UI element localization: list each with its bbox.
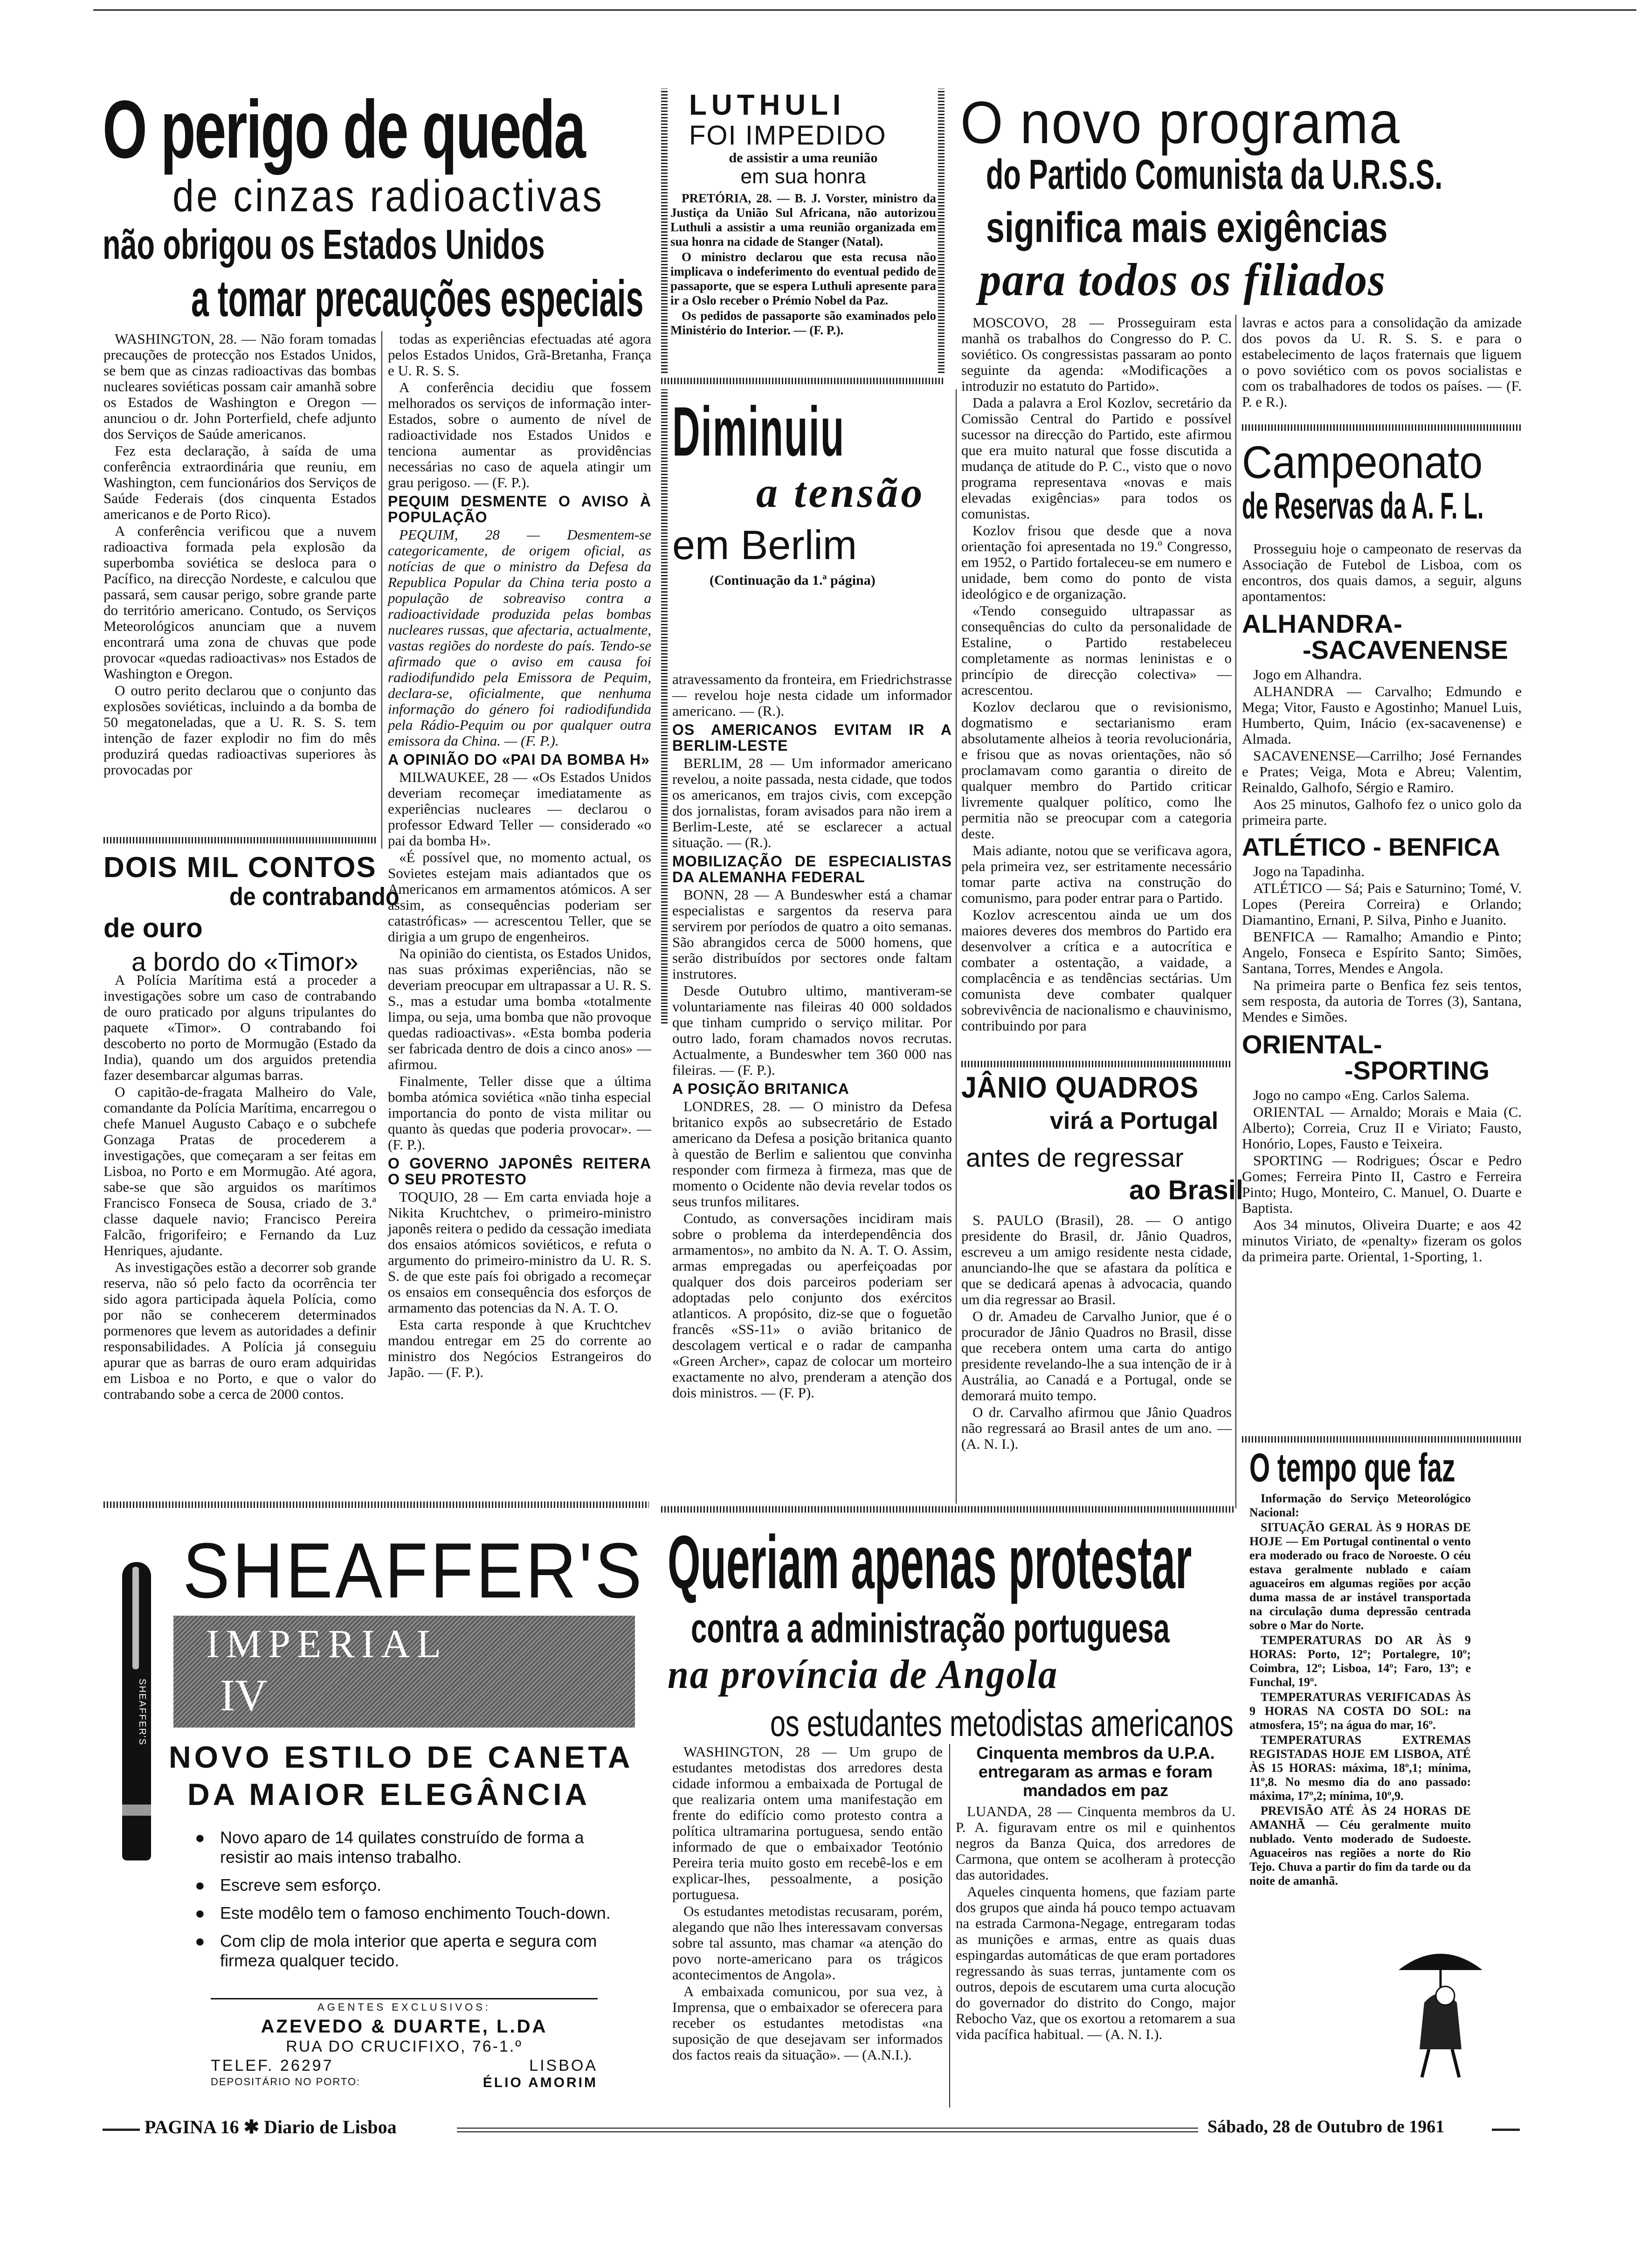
paragraph: Mais adiante, notou que se verificava agora, pela primeira vez, ser estritamente necessário tomar parte activa na construção do comunismo, para poder entrar para o Partido. bbox=[961, 842, 1232, 906]
ad-phone: TELEF. 26297 bbox=[211, 2057, 334, 2074]
paragraph: O dr. Amadeu de Carvalho Junior, que é o procurador de Jânio Quadros no Brasil, disse que recebera ontem uma carta do antigo presidente revelando-lhe a sua intenção de ir à Austrália, ao Canadá e a Portugal, onde se demorará muito tempo. bbox=[961, 1308, 1232, 1404]
art1-column-1 bbox=[103, 331, 376, 779]
paragraph: BONN, 28 — A Bundeswher está a chamar especialistas e sargentos da reserva para servirem por períodos de quatro a oito semanas. São abrangidos cerca de 5000 homens, que serão distribuídos por sectores onde faltam instrutores. bbox=[672, 886, 952, 982]
luthuli-headline-2: FOI IMPEDIDO bbox=[689, 120, 887, 151]
subhead-americanos: OS AMERICANOS EVITAM IR A BERLIM-LESTE bbox=[672, 721, 952, 754]
paragraph: O capitão-de-fragata Malheiro do Vale, comandante da Polícia Marítima, encarregou o chefe Manuel Augusto Cabaço e o subchefe Gonzaga Pratas de procederem a investigações, que começaram a ser feitas em Lisboa, no Porto e em Mormugão. Até agora, sabe-se que são arguidos os marítimos Francisco Fonseca de Sousa, criado de 3.ª classe daquele navio; Francisco Pereira Falcão, frigorifeiro; e Fernando da Luz Henriques, ajudante. bbox=[103, 1084, 376, 1258]
paragraph: Os estudantes metodistas recusaram, porém, alegando que não lhes interessavam conversas sobre tal assunto, mas chamar «a atenção do povo norte-americano para os trágicos acontecimentos de Angola». bbox=[672, 1903, 943, 1983]
column-rule bbox=[949, 1744, 950, 2108]
paragraph: Aos 25 minutos, Galhofo fez o unico golo da primeira parte. bbox=[1242, 796, 1522, 828]
paragraph: SITUAÇÃO GERAL ÀS 9 HORAS DE HOJE — Em Portugal continental o vento era moderado ou fraco de Noroeste. O céu estava geralmente nublado e caíam aguaceiros em algumas regiões por acção duma massa de ar instável transportada na circulação duma depressão centrada sobre o Mar do Norte. bbox=[1249, 1521, 1471, 1632]
ad-agents-box bbox=[211, 1998, 598, 2093]
berlim-headline-3: em Berlim bbox=[672, 522, 857, 568]
footer-left: PAGINA 16 ✱ Diario de Lisboa bbox=[145, 2116, 397, 2137]
angola-headline-4: os estudantes metodistas americanos bbox=[770, 1702, 1234, 1744]
paragraph: SPORTING — Rodrigues; Óscar e Pedro Gomes; Ferreira Pinto II, Castro e Ferreira Pinto; Hugo, Monteiro, C. Manuel, O. Duarte e Baptista. bbox=[1242, 1152, 1522, 1216]
paragraph: atravessamento da fronteira, em Friedrichstrasse — revelou hoje nesta cidade um informador americano. — (R.). bbox=[672, 671, 952, 719]
pen-band bbox=[122, 1805, 151, 1816]
paragraph: Prosseguiu hoje o campeonato de reservas da Associação de Futebol de Lisboa, com os encontros, dos quais damos, a seguir, alguns apontamentos: bbox=[1242, 540, 1522, 604]
ad-phone-row bbox=[211, 2057, 598, 2075]
ad-model: IMPERIAL bbox=[206, 1621, 448, 1666]
art1-headline bbox=[103, 84, 653, 327]
game-3-title-b: -SPORTING bbox=[1345, 1056, 1490, 1085]
art2-headline-4: a bordo do «Timor» bbox=[131, 947, 359, 976]
paragraph: Jogo na Tapadinha. bbox=[1253, 863, 1365, 879]
pen-clip bbox=[132, 1567, 139, 1669]
paragraph: Aqueles cinquenta homens, que faziam parte dos grupos que ainda há pouco tempo actuavam na estrada Carmona-Negage, entregaram todas as munições e armas, entre as quais duas espingardas automáticas de que eram portadores regressando às suas terras, juntamente com os outros, depois de escutarem uma curta alocução do governador do distrito do Congo, major Rebocho Vaz, que os exortou a retomarem a sua vida pacífica habitual. — (A. N. I.). bbox=[956, 1883, 1235, 2042]
paragraph: Desde Outubro ultimo, mantiveram-se voluntariamente nas fileiras 40 000 soldados que tinham cumprido o serviço militar. Por outro lado, foram chamados novos recrutas. Actualmente, a Bundeswher tem 360 000 nas fileiras. — (F. P.). bbox=[672, 982, 952, 1078]
footer-right: Sábado, 28 de Outubro de 1961 bbox=[1207, 2117, 1445, 2137]
tempo-box bbox=[1249, 1445, 1522, 2091]
paragraph: Esta carta responde à que Kruchtchev mandou entregar em 25 do corrente ao ministro dos Negócios Estrangeiros do Japão. — (F. P.). bbox=[388, 1316, 651, 1380]
paragraph: Jogo no campo «Eng. Carlos Salema. bbox=[1253, 1087, 1470, 1103]
paragraph: Finalmente, Teller disse que a última bomba atómica soviética «não tinha especial importancia do ponto de vista militar ou quanto às quedas que poderia provocar». — (F. P.). bbox=[388, 1073, 651, 1153]
separator bbox=[1242, 1436, 1522, 1443]
paragraph: «Tendo conseguido ultrapassar as consequências do culto da personalidade de Estaline, o Partido restabeleceu completamente as normas leninistas e o princípio de direcção colectiva» — acrescentou. bbox=[961, 602, 1232, 698]
ad-porto-label: DEPOSITÁRIO NO PORTO: bbox=[211, 2076, 361, 2088]
paragraph: ORIENTAL — Arnaldo; Morais e Maia (C. Alberto); Correia, Cruz II e Viriato; Fausto, Honório, Lopes, Fausto e Teixeira. bbox=[1242, 1104, 1522, 1152]
ad-bullet-list bbox=[192, 1828, 612, 1979]
ad-bullet: ● Escreve sem esforço. bbox=[192, 1875, 612, 1895]
paragraph: Jogo em Alhandra. bbox=[1253, 666, 1362, 683]
paragraph: lavras e actos para a consolidação da amizade dos povos da U. R. S. S. e para o estabelecimento de laços fraternais que liguem o povo soviético com os povos socialistas e com os trabalhadores de todos os países. — (F. P. e R.). bbox=[1242, 314, 1522, 410]
paragraph: A embaixada comunicou, por sua vez, à Imprensa, que o embaixador se oferecera para receber os estudantes metodistas «na suposição de que desejavam ser informados dos factos reais da situação». — (A.N.I.). bbox=[672, 1983, 943, 2063]
berlim-headline-2: a tensão bbox=[756, 469, 925, 516]
game-1-title-b: -SACAVENENSE bbox=[1303, 635, 1508, 664]
paragraph: MILWAUKEE, 28 — «Os Estados Unidos deveriam recomeçar imediatamente as experiências nucleares — declarou o professor Edward Teller — considerado «o pai da bomba H». bbox=[388, 769, 651, 849]
paragraph: WASHINGTON, 28. — Não foram tomadas precauções de protecção nos Estados Unidos, se bem que as cinzas radioactivas das bombas nucleares soviéticas possam cair amanhã sobre os Estados de Washington e Oregon — anunciou o dr. John Porterfield, chefe adjunto dos Serviços de Saúde americanos. bbox=[103, 331, 376, 442]
paragraph: O dr. Carvalho afirmou que Jânio Quadros não regressará ao Brasil antes de um ano. — (A. N. I.). bbox=[961, 1404, 1232, 1452]
ad-imperial-banner bbox=[173, 1616, 635, 1728]
paragraph: Aos 34 minutos, Oliveira Duarte; e aos 42 minutos Viriato, de «penalty» fizeram os golos da primeira parte. Oriental, 1-Sporting, 1. bbox=[1242, 1217, 1522, 1265]
paragraph: SACAVENENSE—Carrilho; José Fernandes e Prates; Veiga, Mota e Abreu; Valentim, Reinaldo, Galhofo, Sérgio e Ramiro. bbox=[1242, 747, 1522, 795]
paragraph: O outro perito declarou que o conjunto das explosões soviéticas, incluindo a da bomba de 50 megatoneladas, que a U. R. S. S. tem intenção de fazer explodir no fim do mês produzirá quedas radioactivas superiores às provocadas por bbox=[103, 682, 376, 778]
paragraph: todas as experiências efectuadas até agora pelos Estados Unidos, Grã-Bretanha, França e U. R. S. S. bbox=[388, 331, 651, 379]
separator bbox=[961, 1061, 1232, 1067]
programa-headline-1: O novo programa bbox=[960, 90, 1400, 156]
ad-bullet: ● Com clip de mola interior que aperta e segura com firmeza qualquer tecido. bbox=[192, 1931, 612, 1971]
programa-column-2 bbox=[1242, 315, 1522, 411]
umbrella-man-illustration bbox=[1389, 1942, 1492, 2082]
paragraph: O ministro declarou que esta recusa não implicava o indeferimento do eventual pedido de passaporte, que se espera Luthuli apresente para ir a Oslo receber o Prémio Nobel da Paz. bbox=[670, 250, 936, 307]
separator bbox=[661, 378, 945, 384]
ad-headline-1: NOVO ESTILO DE CANETA bbox=[169, 1740, 634, 1774]
paragraph: PRETÓRIA, 28. — B. J. Vorster, ministro da Justiça da União Sul Africana, não autorizou Luthuli a assistir a uma reunião organizada em sua honra na cidade de Stanger (Natal). bbox=[670, 191, 936, 249]
paragraph: TEMPERATURAS DO AR ÀS 9 HORAS: Porto, 12º; Portalegre, 10º; Coimbra, 12º; Lisboa, 14º; Faro, 13º; e Funchal, 19º. bbox=[1249, 1633, 1471, 1689]
paragraph: ALHANDRA — Carvalho; Edmundo e Mega; Vitor, Fausto e Agostinho; Manuel Luis, Humberto, Quim, Inácio (ex-sacavenense) e Almada. bbox=[1242, 683, 1522, 747]
paragraph: MOSCOVO, 28 — Prosseguiram esta manhã os trabalhos do Congresso do P. C. soviético. Os congressistas passaram ao ponto seguinte da agenda: «Modificações a introduzir no estatuto do Partido». bbox=[961, 314, 1232, 394]
janio-headline bbox=[961, 1071, 1243, 1226]
luthuli-headline-4: em sua honra bbox=[740, 165, 866, 188]
footer-dash bbox=[1492, 2129, 1520, 2131]
paragraph: Na opinião do cientista, os Estados Unidos, nas suas próximas experiências, não se deveriam preocupar em ultrapassar a U. R. S. S., mas a estudar uma bomba «totalmente limpa, ou seja, uma bomba que não provoque quedas radioactivas». «Esta bomba poderia ser fabricada dentro de dois a cinco anos» — afirmou. bbox=[388, 945, 651, 1072]
luthuli-headline-3: de assistir a uma reunião bbox=[729, 150, 878, 166]
top-rule bbox=[93, 9, 1636, 11]
paragraph: TEMPERATURAS VERIFICADAS ÀS 9 HORAS NA COSTA DO SOL: na atmosfera, 15º; na água do mar, 16º. bbox=[1249, 1690, 1471, 1732]
ad-porto-row bbox=[211, 2076, 598, 2090]
separator bbox=[103, 837, 376, 844]
paragraph: S. PAULO (Brasil), 28. — O antigo presidente do Brasil, dr. Jânio Quadros, escreveu a um amigo residente nesta cidade, anunciando-lhe que se afastara da política e que se dedicará apenas à advocacia, quando um dia regressar ao Brasil. bbox=[961, 1212, 1232, 1307]
paragraph: Contudo, as conversações incidiram mais sobre o problema da interdependência dos armamentos», no ambito da N. A. T. O. Assim, armas empregadas ou aperfeiçoadas por qualquer dos dois parceiros poderiam ser adoptadas pelo conjunto dos exércitos atlanticos. A propósito, diz-se que o foguetão francês «SS-11» o avião britanico de descolagem vertical e o radar de campanha «Green Archer», capaz de colocar um morteiro exactamente no alvo, prenderam a atenção dos dois ministros. — (F. P). bbox=[672, 1210, 952, 1401]
art1-column-2 bbox=[388, 331, 651, 1381]
ad-bullet: ● Este modêlo tem o famoso enchimento Touch-down. bbox=[192, 1903, 612, 1923]
ad-model-number: IV bbox=[220, 1670, 268, 1720]
paragraph: Informação do Serviço Meteorológico Nacional: bbox=[1249, 1492, 1471, 1519]
tempo-body bbox=[1249, 1492, 1471, 1888]
programa-headline bbox=[960, 89, 1538, 308]
paragraph: WASHINGTON, 28 — Um grupo de estudantes metodistas dos arredores desta cidade informou a embaixada de Portugal de que realizaria ontem uma manifestação em frente do edifício como protesto contra a política ultramarina portuguesa, sendo então informado de que o embaixador Teotónio Pereira teria muito gosto em recebê-los e em explicar-lhes, pessoalmente, a posição portuguesa. bbox=[672, 1743, 943, 1902]
column-rule bbox=[956, 389, 957, 1504]
janio-headline-4: ao Brasil bbox=[1129, 1175, 1243, 1205]
art1-headline-2: de cinzas radioactivas bbox=[172, 171, 604, 221]
subhead-mobilizacao: MOBILIZAÇÃO DE ESPECIALISTAS DA ALEMANHA FEDERAL bbox=[672, 853, 952, 885]
paragraph: Kozlov declarou que o revisionismo, dogmatismo e sectarianismo eram absolutamente alheios à teoria revolucionária, e frisou que as novas orientações, não só proclamavam como garantia o direito de qualquer membro do Partido criticar livremente qualquer político, como lhe permitia não se preocupar com a categoria deste. bbox=[961, 698, 1232, 842]
luthuli-body bbox=[670, 191, 936, 338]
berlim-continuation: (Continuação da 1.ª página) bbox=[710, 573, 876, 588]
subhead-teller: A OPINIÃO DO «PAI DA BOMBA H» bbox=[388, 751, 650, 768]
separator bbox=[661, 1506, 1235, 1513]
paragraph: A Polícia Marítima está a proceder a investigações sobre um caso de contrabando de ouro praticado por alguns tripulantes do paquete «Timor». O contrabando foi descoberto no porto de Mormugão (Estado da India), quando um dos arguidos pretendia fazer desembarcar algumas barras. bbox=[103, 972, 376, 1083]
art1-headline-4: a tomar precauções especiais bbox=[191, 270, 644, 327]
ad-agent-name: AZEVEDO & DUARTE, L.DA bbox=[261, 2016, 548, 2037]
pen-illustration bbox=[122, 1562, 151, 1860]
separator bbox=[1242, 424, 1522, 431]
berlim-headline-1: Diminuiu bbox=[672, 392, 845, 470]
column-rule bbox=[381, 331, 382, 849]
janio-headline-1: JÂNIO QUADROS bbox=[961, 1071, 1199, 1104]
programa-headline-2: do Partido Comunista da U.R.S.S. bbox=[986, 152, 1443, 198]
angola-headline-2: contra a administração portuguesa bbox=[691, 1605, 1170, 1651]
paragraph: TEMPERATURAS EXTREMAS REGISTADAS HOJE EM LISBOA, ATÉ ÀS 15 HORAS: máxima, 18º,1; mínima, 11º,8. No mesmo dia do ano passado: máxima, 17º,2; mínima, 10º,9. bbox=[1249, 1733, 1471, 1803]
campeonato-body bbox=[1242, 541, 1522, 1265]
art2-headline-1: DOIS MIL CONTOS bbox=[103, 851, 377, 884]
art2-body bbox=[103, 972, 376, 1403]
art1-headline-1: O perigo de queda bbox=[103, 84, 585, 175]
art2-headline-2: de contrabando bbox=[229, 883, 400, 911]
paragraph: «É possível que, no momento actual, os Sovietes estejam mais adiantados que os Americanos em armamentos atómicos. A ser assim, as consequências poderiam ser catastróficas» — acrescentou Teller, que se dirigia a um grupo de engenheiros. bbox=[388, 849, 651, 945]
subhead-japao: O GOVERNO JAPONÊS REITERA O SEU PROTESTO bbox=[388, 1155, 651, 1188]
campeonato-headline-1: Campeonato bbox=[1242, 436, 1483, 488]
paragraph: Os pedidos de passaporte são examinados pelo Ministério do Interior. — (F. P.). bbox=[670, 309, 936, 337]
paragraph: Kozlov acrescentou ainda ue um dos maiores deveres dos membros do Partido era desenvolver a crítica e a autocrítica e combater a ostentação, a vaidade, a complacência e as tendências sectárias. Um comunista deve combater qualquer sobrevivência de nacionalismo e chauvinismo, contribuindo por para bbox=[961, 906, 1232, 1034]
luthuli-box bbox=[670, 91, 936, 371]
game-2-title: ATLÉTICO - BENFICA bbox=[1242, 833, 1500, 861]
art1-headline-3: não obrigou os Estados Unidos bbox=[103, 221, 545, 268]
paragraph: As investigações estão a decorrer sob grande reserva, não só pelo facto da ocorrência ter sido agora participada àquela Polícia, como por não se conhecerem determinados pormenores que levem as autoridades a definir responsabilidades. A Polícia já conseguiu apurar que as barras de ouro eram adquiridas em Lisboa e no Porto, e que o valor do contrabando sobe a cerca de 2000 contos. bbox=[103, 1259, 376, 1402]
campeonato-headline bbox=[1242, 436, 1522, 539]
paragraph: LUANDA, 28 — Cinquenta membros da U. P. A. figuravam entre os mil e quinhentos negros da Banza Quica, dos arredores de Carmona, que ontem se acolheram à protecção das autoridades. bbox=[956, 1803, 1235, 1883]
janio-headline-3: antes de regressar bbox=[966, 1143, 1184, 1172]
berlim-headline bbox=[672, 392, 952, 676]
paragraph: ATLÉTICO — Sá; Pais e Saturnino; Tomé, V. Lopes (Pereira Correira) e Orlando; Diamantino, Ernani, P. Silva, Pinho e Juanito. bbox=[1242, 880, 1522, 928]
paragraph: LONDRES, 28. — O ministro da Defesa britanico expôs ao subsecretário de Estado americano da Defesa a posição britanica quanto à questão de Berlim e salientou que convinha responder com firmeza à firmeza, mas que de momento o Ocidente não devia revelar todos os seus trunfos militares. bbox=[672, 1098, 952, 1210]
paragraph: Na primeira parte o Benfica fez seis tentos, sem resposta, da autoria de Torres (3), Santana, Mendes e Simões. bbox=[1242, 977, 1522, 1025]
angola-headline-3: na província de Angola bbox=[668, 1652, 1059, 1697]
programa-column-1 bbox=[961, 315, 1232, 1035]
paragraph: A conferência verificou que a nuvem radioactiva formada pela explosão da superbomba soviética se desloca para o Pacífico, na direcção Nordeste, e calculou que passará, sem causar perigo, sobre grande parte do território americano. Contudo, os Serviços Meteorológicos anunciam que a nuvem encontrará uma zona de chuvas que pode provocar «quedas radioactivas» nos Estados de Washington e Oregon. bbox=[103, 523, 376, 682]
box-hatch-left bbox=[661, 89, 668, 373]
ad-headline-2: DA MAIOR ELEGÂNCIA bbox=[187, 1777, 591, 1812]
footer-rule bbox=[457, 2128, 1198, 2132]
paragraph: A conferência decidiu que fossem melhorados os serviços de informação inter-Estados, sobre o aumento de nível de radioactividade nos Estados Unidos e tenciona aumentar as providências necessárias no caso de aquela atingir um grau perigoso. — (F. P.). bbox=[388, 379, 651, 491]
angola-headline-1: Queriam apenas protestar bbox=[668, 1520, 1192, 1604]
ad-address: RUA DO CRUCIFIXO, 76-1.º bbox=[286, 2038, 523, 2055]
tempo-headline: O tempo que faz bbox=[1249, 1445, 1455, 1490]
box-hatch-left bbox=[661, 389, 668, 1023]
paragraph: TOQUIO, 28 — Em carta enviada hoje a Nikita Kruchtchev, o primeiro-ministro japonês reitera o pedido da cessação imediata dos ensaios atómicos soviéticos, e refuta o argumento do primeiro-ministro da U. R. S. S. de que este país foi obrigado a recomeçar os ensaios em consequência dos esforços de armamento das potencias da N. A. T. O. bbox=[388, 1189, 651, 1316]
ad-city: LISBOA bbox=[529, 2057, 598, 2074]
programa-headline-4: para todos os filiados bbox=[979, 254, 1386, 305]
ad-bullet: ● Novo aparo de 14 quilates construído de forma a resistir ao mais intenso trabalho. bbox=[192, 1828, 612, 1867]
paragraph: BERLIM, 28 — Um informador americano revelou, a noite passada, nesta cidade, que todos os americanos, em trajos civis, com excepção dos jornalistas, foram avisados para não irem a Berlim-Leste, até se esclarecer a actual situação. — (R.). bbox=[672, 755, 952, 850]
programa-headline-3: significa mais exigências bbox=[986, 204, 1388, 251]
angola-subhead: Cinquenta membros da U.P.A. entregaram as armas e foram mandados em paz bbox=[976, 1743, 1215, 1800]
box-hatch-right bbox=[938, 89, 945, 373]
footer-dash bbox=[103, 2129, 140, 2131]
game-3-title-a: ORIENTAL- bbox=[1242, 1030, 1382, 1059]
paragraph: Fez esta declaração, à saída de uma conferência extraordinária que reuniu, em Washington, cem funcionários dos Serviços de Saúde Federais (dos cinquenta Estados americanos e de Porto Rico). bbox=[103, 443, 376, 522]
paragraph: Dada a palavra a Erol Kozlov, secretário da Comissão Central do Partido e possível sucessor na direcção do Partido, este afirmou que era muito natural que fosse discutida a mudança de atitude do P. C., visto que o novo programa representava «novas e mais elevadas exigências» para todos os comunistas. bbox=[961, 394, 1232, 522]
angola-column-1 bbox=[672, 1744, 943, 2064]
subhead-pequim: PEQUIM DESMENTE O AVISO À POPULAÇÃO bbox=[388, 493, 651, 526]
separator bbox=[103, 1501, 649, 1508]
angola-headline bbox=[668, 1520, 1236, 1744]
umbrella-man-icon bbox=[1389, 1942, 1492, 2082]
paragraph: BENFICA — Ramalho; Amandio e Pinto; Angelo, Fonseca e Espírito Santo; Simões, Santana, Torres, Mendes e Angola. bbox=[1242, 928, 1522, 976]
sheaffer-ad bbox=[103, 1520, 649, 2098]
ad-agents-label: AGENTES EXCLUSIVOS: bbox=[317, 2001, 491, 2013]
column-rule bbox=[1235, 315, 1236, 1508]
luthuli-headline-1: LUTHULI bbox=[689, 89, 846, 121]
pen-barrel-text: SHEAFFER'S bbox=[137, 1679, 147, 1746]
berlim-body bbox=[672, 671, 952, 1402]
paragraph: PEQUIM, 28 — Desmentem-se categoricamente, de origem oficial, as notícias de que o ministro da Defesa da Republica Popular da China teria posto a população de sobreaviso contra a radioactividade produzida pelas bombas nucleares russas, que afectaria, actualmente, vastas regiões do nordeste do país. Tendo-se afirmado que o aviso em causa foi radiodifundido pela Emissora de Pequim, declara-se, oficialmente, que nenhuma informação do género foi radiodifundida pela Rádio-Pequim ou por qualquer outra emissora da China. — (F. P.). bbox=[388, 526, 651, 749]
game-1-title-a: ALHANDRA- bbox=[1242, 609, 1403, 638]
paragraph: PREVISÃO ATÉ ÀS 24 HORAS DE AMANHÃ — Céu geralmente muito nublado. Vento moderado de Sudoeste. Aguaceiros nas regiões a norte do Rio Tejo. Chuva a partir do fim da tarde ou da noite de amanhã. bbox=[1249, 1804, 1471, 1888]
ad-brand: SHEAFFER'S bbox=[183, 1527, 645, 1614]
campeonato-headline-2: de Reservas da A. F. L. bbox=[1242, 485, 1484, 526]
subhead-britanica: A POSIÇÃO BRITANICA bbox=[672, 1080, 849, 1097]
janio-body bbox=[961, 1212, 1232, 1453]
angola-column-2 bbox=[956, 1744, 1235, 2043]
art2-headline-3: de ouro bbox=[103, 913, 203, 943]
janio-headline-2: virá a Portugal bbox=[1050, 1107, 1219, 1134]
paragraph: Kozlov frisou que desde que a nova orientação foi apresentada no 19.º Congresso, em 1952, o Partido fortaleceu-se em numero e unidade, bem como do ponto de vista ideológico e de organização. bbox=[961, 522, 1232, 602]
ad-porto-name: ÉLIO AMORIM bbox=[483, 2075, 598, 2090]
